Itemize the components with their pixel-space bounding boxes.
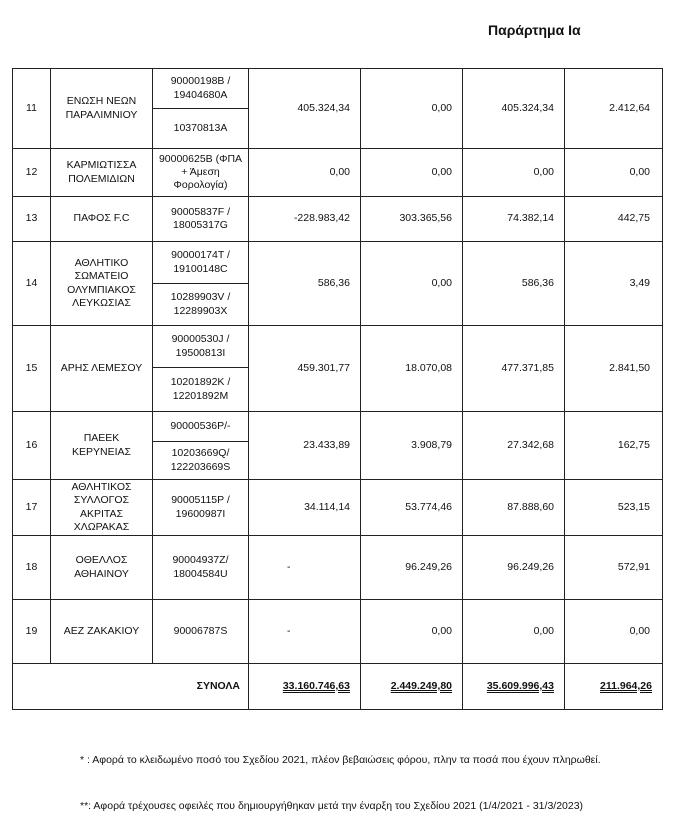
tax-code: 90000198B / 19404680A: [153, 69, 249, 109]
extra-amount: 572,91: [565, 536, 663, 600]
extra-amount: 2.841,50: [565, 326, 663, 412]
extra-amount: 162,75: [565, 412, 663, 480]
table-row: [13, 536, 663, 600]
total-current-debt: [361, 664, 463, 710]
current-debt: 0,00: [361, 69, 463, 149]
row-number: 11: [13, 69, 51, 149]
total-locked-value: 33.160.746,63: [282, 679, 350, 692]
club-name: ΕΝΩΣΗ ΝΕΩΝ ΠΑΡΑΛΙΜΝΙΟΥ: [51, 69, 153, 149]
total-amount: 477.371,85: [463, 326, 565, 412]
table-row: [13, 69, 663, 109]
row-number: 18: [13, 536, 51, 600]
page-title: Παράρτημα Ια: [488, 22, 581, 38]
tax-code: 90000625B (ΦΠΑ + Άμεση Φορολογία): [153, 149, 249, 197]
club-name: ΑΡΗΣ ΛΕΜΕΣΟΥ: [51, 326, 153, 412]
current-debt: 0,00: [361, 600, 463, 664]
locked-amount: 23.433,89: [249, 412, 361, 480]
club-name: ΠΑΕΕΚ ΚΕΡΥΝΕΙΑΣ: [51, 412, 153, 480]
current-debt: 303.365,56: [361, 197, 463, 242]
table-row: [13, 326, 663, 368]
tax-code: 90000174T / 19100148C: [153, 242, 249, 284]
locked-amount: -: [249, 600, 361, 664]
tax-code: 10370813A: [153, 109, 249, 149]
club-name: ΠΑΦΟΣ F.C: [51, 197, 153, 242]
row-number: 13: [13, 197, 51, 242]
row-number: 17: [13, 480, 51, 536]
club-name: ΑΘΛΗΤΙΚΟ ΣΩΜΑΤΕΙΟ ΟΛΥΜΠΙΑΚΟΣ ΛΕΥΚΩΣΙΑΣ: [51, 242, 153, 326]
tax-code: 10201892K / 12201892M: [153, 368, 249, 412]
total-amount: 405.324,34: [463, 69, 565, 149]
table-row: [13, 149, 663, 197]
tax-code: 10203669Q/ 122203669S: [153, 442, 249, 480]
total-sum-value: 35.609.996,43: [486, 679, 554, 692]
current-debt: 0,00: [361, 242, 463, 326]
row-number: 14: [13, 242, 51, 326]
current-debt: 53.774,46: [361, 480, 463, 536]
extra-amount: 442,75: [565, 197, 663, 242]
locked-amount: 0,00: [249, 149, 361, 197]
row-number: 12: [13, 149, 51, 197]
locked-amount: 405.324,34: [249, 69, 361, 149]
total-amount: 0,00: [463, 600, 565, 664]
total-current-value: 2.449.249,80: [390, 679, 452, 692]
table-row: [13, 242, 663, 284]
table-row: [13, 600, 663, 664]
total-amount: 87.888,60: [463, 480, 565, 536]
locked-amount: -228.983,42: [249, 197, 361, 242]
tax-code: 90005837F / 18005317G: [153, 197, 249, 242]
club-name: ΟΘΕΛΛΟΣ ΑΘΗΑΙΝΟΥ: [51, 536, 153, 600]
tax-code: 90004937Z/ 18004584U: [153, 536, 249, 600]
total-locked-amount: [249, 664, 361, 710]
table-row: [13, 480, 663, 536]
tax-code: 90005115P / 19600987I: [153, 480, 249, 536]
row-number: 16: [13, 412, 51, 480]
extra-amount: 0,00: [565, 600, 663, 664]
extra-amount: 2.412,64: [565, 69, 663, 149]
tax-code: 90000530J / 19500813I: [153, 326, 249, 368]
club-name: ΑΕΖ ΖΑΚΑΚΙΟΥ: [51, 600, 153, 664]
row-number: 15: [13, 326, 51, 412]
locked-amount: 459.301,77: [249, 326, 361, 412]
total-amount: 74.382,14: [463, 197, 565, 242]
locked-amount: 34.114,14: [249, 480, 361, 536]
locked-amount: 586,36: [249, 242, 361, 326]
extra-amount: 3,49: [565, 242, 663, 326]
total-extra-value: 211.964,26: [600, 679, 652, 692]
total-amount: 96.249,26: [463, 536, 565, 600]
row-number: 19: [13, 600, 51, 664]
tax-code: 10289903V / 12289903X: [153, 284, 249, 326]
tax-code: 90006787S: [153, 600, 249, 664]
current-debt: 0,00: [361, 149, 463, 197]
debts-table: [12, 68, 663, 710]
totals-label: ΣΥΝΟΛΑ: [13, 664, 249, 710]
current-debt: 3.908,79: [361, 412, 463, 480]
total-amount: 27.342,68: [463, 412, 565, 480]
club-name: ΚΑΡΜΙΩΤΙΣΣΑ ΠΟΛΕΜΙΔΙΩΝ: [51, 149, 153, 197]
table-row: [13, 412, 663, 442]
extra-amount: 523,15: [565, 480, 663, 536]
current-debt: 96.249,26: [361, 536, 463, 600]
total-amount: 0,00: [463, 149, 565, 197]
tax-code: 90000536P/-: [153, 412, 249, 442]
total-amount: 586,36: [463, 242, 565, 326]
extra-amount: 0,00: [565, 149, 663, 197]
club-name: ΑΘΛΗΤΙΚΟΣ ΣΥΛΛΟΓΟΣ ΑΚΡΙΤΑΣ ΧΛΩΡΑΚΑΣ: [51, 480, 153, 536]
footnote-2: **: Αφορά τρέχουσες οφειλές που δημιουργήθηκαν μετά την έναρξη του Σχεδίου 2021 (1/4/2021 - 31/3/2023): [80, 800, 584, 812]
table-row: [13, 197, 663, 242]
locked-amount: -: [249, 536, 361, 600]
footnote-1: * : Αφορά το κλειδωμένο ποσό του Σχεδίου 2021, πλέον βεβαιώσεις φόρου, πλην τα ποσά που έχουν πληρωθεί.: [80, 754, 601, 766]
total-amount-sum: [463, 664, 565, 710]
current-debt: 18.070,08: [361, 326, 463, 412]
total-extra-amount: [565, 664, 663, 710]
totals-row: [13, 664, 663, 710]
